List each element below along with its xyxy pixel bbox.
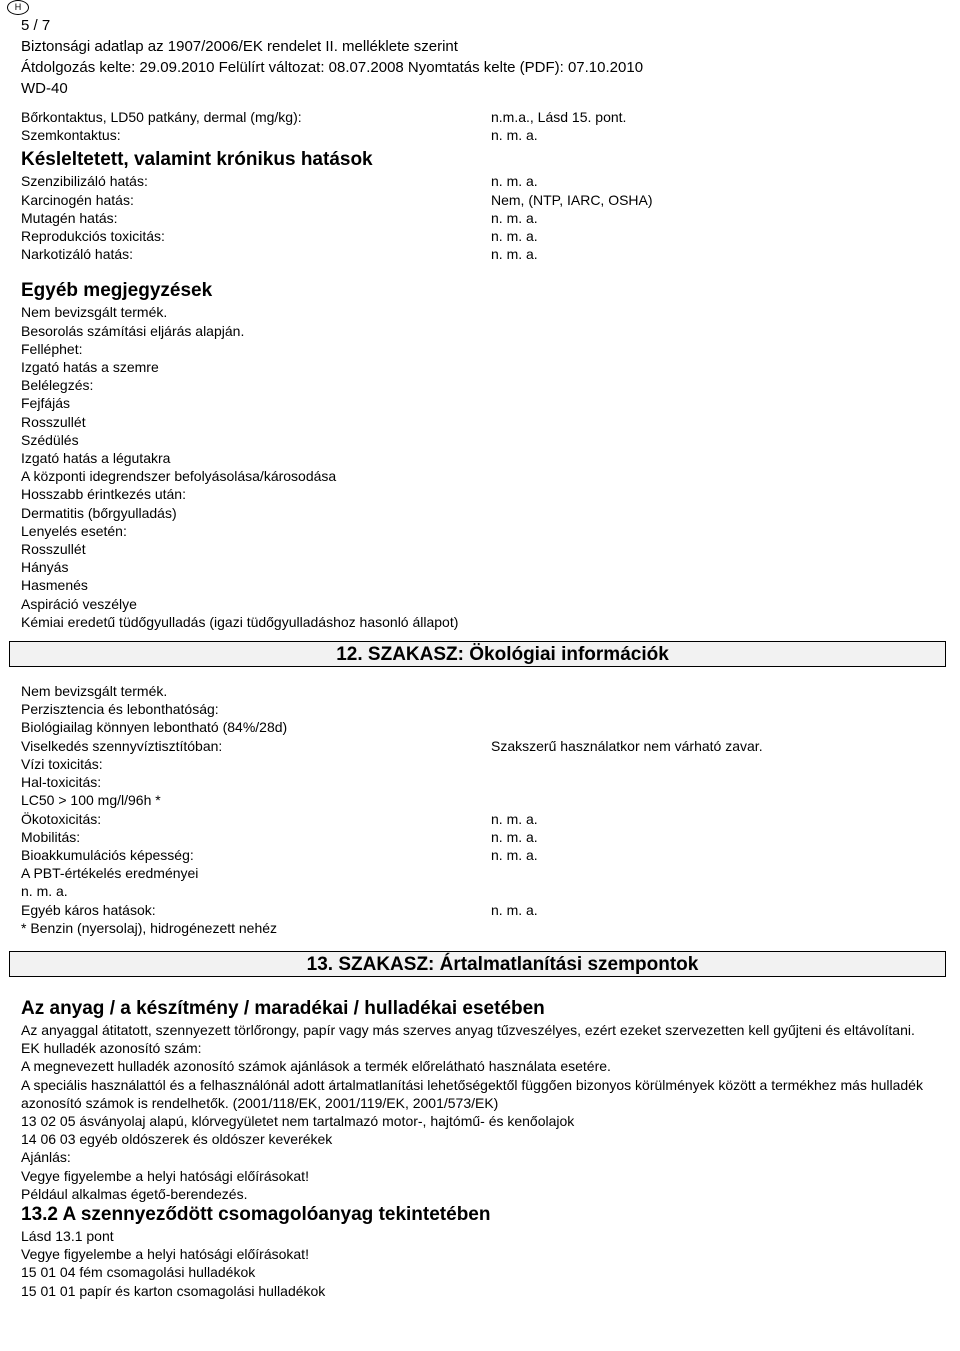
text-line: EK hulladék azonosító szám: bbox=[21, 1040, 202, 1057]
property-row bbox=[21, 209, 946, 227]
text-line: Rosszullét bbox=[21, 541, 86, 558]
property-row bbox=[21, 227, 946, 245]
property-value: n. m. a. bbox=[491, 173, 538, 190]
section-13-heading-bar bbox=[9, 951, 946, 977]
property-row bbox=[21, 791, 946, 809]
section-12-title: 12. SZAKASZ: Ökológiai információk bbox=[336, 644, 669, 666]
property-label: Vízi toxicitás: bbox=[21, 755, 103, 772]
document-dates: Átdolgozás kelte: 29.09.2010 Felülírt változat: 08.07.2008 Nyomtatás kelte (PDF): 07.10.2010 bbox=[21, 59, 644, 76]
section-13-2-lines bbox=[21, 1227, 946, 1300]
property-row bbox=[21, 700, 946, 718]
property-value: n. m. a. bbox=[491, 228, 538, 245]
other-remarks-lines bbox=[21, 303, 946, 631]
top-rows bbox=[21, 108, 946, 144]
property-label: Viselkedés szennyvíztisztítóban: bbox=[21, 737, 223, 754]
property-label: Hal-toxicitás: bbox=[21, 774, 102, 791]
property-label: Bioakkumulációs képesség: bbox=[21, 846, 194, 863]
text-line: Hosszabb érintkezés után: bbox=[21, 486, 186, 503]
property-value bbox=[491, 682, 946, 700]
property-value: n.m.a., Lásd 15. pont. bbox=[491, 109, 627, 125]
page-header bbox=[21, 15, 643, 99]
text-line: Dermatitis (bőrgyulladás) bbox=[21, 504, 177, 521]
property-value: Szakszerű használatkor nem várható zavar. bbox=[491, 737, 763, 754]
text-line: Ajánlás: bbox=[21, 1149, 71, 1166]
text-line: Vegye figyelembe a helyi hatósági előírásokat! bbox=[21, 1167, 309, 1184]
property-value: n. m. a. bbox=[491, 127, 538, 144]
property-value: n. m. a. bbox=[491, 901, 538, 918]
text-line: Rosszullét bbox=[21, 413, 86, 430]
property-row bbox=[21, 882, 946, 900]
property-value bbox=[491, 718, 946, 736]
text-line: Felléphet: bbox=[21, 340, 83, 357]
property-value bbox=[491, 919, 946, 937]
text-line: Besorolás számítási eljárás alapján. bbox=[21, 322, 245, 339]
property-row bbox=[21, 245, 946, 263]
property-label: Mobilitás: bbox=[21, 828, 81, 845]
property-label: Perzisztencia és lebonthatóság: bbox=[21, 701, 219, 718]
property-label: A PBT-értékelés eredményei bbox=[21, 865, 199, 882]
property-row bbox=[21, 191, 946, 209]
property-value bbox=[491, 755, 946, 773]
text-line: Lenyelés esetén: bbox=[21, 522, 127, 539]
property-value bbox=[491, 773, 946, 791]
text-line: Hányás bbox=[21, 559, 69, 576]
text-line: A speciális használattól és a felhasználónál adott ártalmatlanítási lehetőségektől függően bizonyos körülmények között a termékhez más hulladék azonosító számok is rendelhetők. (2001/118/EK, 2001/119/EK, 2001/573/EK) bbox=[21, 1076, 923, 1111]
section-12-heading-bar bbox=[9, 641, 946, 667]
property-row bbox=[21, 755, 946, 773]
property-label: n. m. a. bbox=[21, 883, 68, 900]
property-label: Reprodukciós toxicitás: bbox=[21, 228, 165, 245]
delayed-effects-rows bbox=[21, 172, 946, 263]
section-13-title: 13. SZAKASZ: Ártalmatlanítási szempontok bbox=[306, 953, 699, 975]
text-line: Szédülés bbox=[21, 431, 79, 448]
text-line: Izgató hatás a szemre bbox=[21, 359, 159, 376]
property-row bbox=[21, 864, 946, 882]
property-label: Karcinogén hatás: bbox=[21, 191, 134, 208]
property-label: Biológiailag könnyen lebontható (84%/28d) bbox=[21, 719, 288, 736]
property-row bbox=[21, 108, 946, 126]
property-label: Szenzibilizáló hatás: bbox=[21, 173, 148, 190]
property-value bbox=[491, 882, 946, 900]
property-row bbox=[21, 901, 946, 919]
page-content bbox=[21, 108, 946, 1300]
text-line: 13 02 05 ásványolaj alapú, klórvegyületet nem tartalmazó motor-, hajtómű- és kenőolajok bbox=[21, 1112, 575, 1129]
text-line: 14 06 03 egyéb oldószerek és oldószer keverékek bbox=[21, 1131, 333, 1148]
property-value: n. m. a. bbox=[491, 846, 538, 863]
text-line: Izgató hatás a légutakra bbox=[21, 450, 171, 467]
text-line: Fejfájás bbox=[21, 395, 71, 412]
property-value: Nem, (NTP, IARC, OSHA) bbox=[491, 191, 653, 208]
property-row bbox=[21, 846, 946, 864]
property-row bbox=[21, 718, 946, 736]
property-row bbox=[21, 919, 946, 937]
product-name: WD-40 bbox=[21, 80, 68, 97]
other-remarks-heading: Egyéb megjegyzések bbox=[21, 280, 213, 302]
hazard-logo-icon: H bbox=[7, 0, 29, 15]
text-line: Az anyaggal átitatott, szennyezett törlőrongy, papír vagy más szerves anyag tűzveszélyes, ezért ezeket szervezetten kell gyűjteni és eltávolítani. bbox=[21, 1021, 915, 1038]
property-label: Bőrkontaktus, LD50 patkány, dermal (mg/kg): bbox=[21, 109, 302, 125]
property-value bbox=[491, 864, 946, 882]
property-row bbox=[21, 810, 946, 828]
section-12-rows bbox=[21, 682, 946, 937]
property-label: Ökotoxicitás: bbox=[21, 810, 102, 827]
property-label: Nem bevizsgált termék. bbox=[21, 683, 168, 700]
property-value bbox=[491, 791, 946, 809]
page-number: 5 / 7 bbox=[21, 17, 51, 34]
property-row bbox=[21, 126, 946, 144]
property-label: Narkotizáló hatás: bbox=[21, 246, 134, 263]
text-line: Lásd 13.1 pont bbox=[21, 1227, 114, 1244]
property-value bbox=[491, 700, 946, 718]
text-line: 15 01 01 papír és karton csomagolási hulladékok bbox=[21, 1282, 326, 1299]
property-value: n. m. a. bbox=[491, 209, 538, 226]
property-row bbox=[21, 828, 946, 846]
text-line: Vegye figyelembe a helyi hatósági előírásokat! bbox=[21, 1246, 309, 1263]
property-value: n. m. a. bbox=[491, 828, 538, 845]
text-line: Hasmenés bbox=[21, 577, 88, 594]
property-value: n. m. a. bbox=[491, 246, 538, 263]
text-line: Belélegzés: bbox=[21, 377, 94, 394]
property-label: Egyéb káros hatások: bbox=[21, 901, 156, 918]
text-line: 15 01 04 fém csomagolási hulladékok bbox=[21, 1264, 256, 1281]
text-line: Aspiráció veszélye bbox=[21, 595, 137, 612]
section-13-1-lines bbox=[21, 1021, 946, 1203]
delayed-effects-heading: Késleltetett, valamint krónikus hatások bbox=[21, 149, 373, 171]
text-line: Nem bevizsgált termék. bbox=[21, 304, 168, 321]
property-label: Szemkontaktus: bbox=[21, 127, 121, 144]
property-label: * Benzin (nyersolaj), hidrogénezett nehéz bbox=[21, 919, 278, 936]
text-line: A megnevezett hulladék azonosító számok ajánlások a termék előrelátható használata esetére. bbox=[21, 1058, 611, 1075]
property-label: Mutagén hatás: bbox=[21, 209, 118, 226]
property-label: LC50 > 100 mg/l/96h * bbox=[21, 792, 161, 809]
text-line: A központi idegrendszer befolyásolása/károsodása bbox=[21, 468, 337, 485]
property-row bbox=[21, 773, 946, 791]
property-row bbox=[21, 737, 946, 755]
section-13-2-heading: 13.2 A szennyeződött csomagolóanyag tekintetében bbox=[21, 1203, 491, 1225]
document-title: Biztonsági adatlap az 1907/2006/EK rendelet II. melléklete szerint bbox=[21, 38, 458, 55]
section-13-1-heading: Az anyag / a készítmény / maradékai / hulladékai esetében bbox=[21, 997, 545, 1019]
property-row bbox=[21, 682, 946, 700]
text-line: Kémiai eredetű tüdőgyulladás (igazi tüdőgyulladáshoz hasonló állapot) bbox=[21, 613, 459, 630]
property-value: n. m. a. bbox=[491, 810, 538, 827]
text-line: Például alkalmas égető-berendezés. bbox=[21, 1185, 248, 1202]
property-row bbox=[21, 172, 946, 190]
